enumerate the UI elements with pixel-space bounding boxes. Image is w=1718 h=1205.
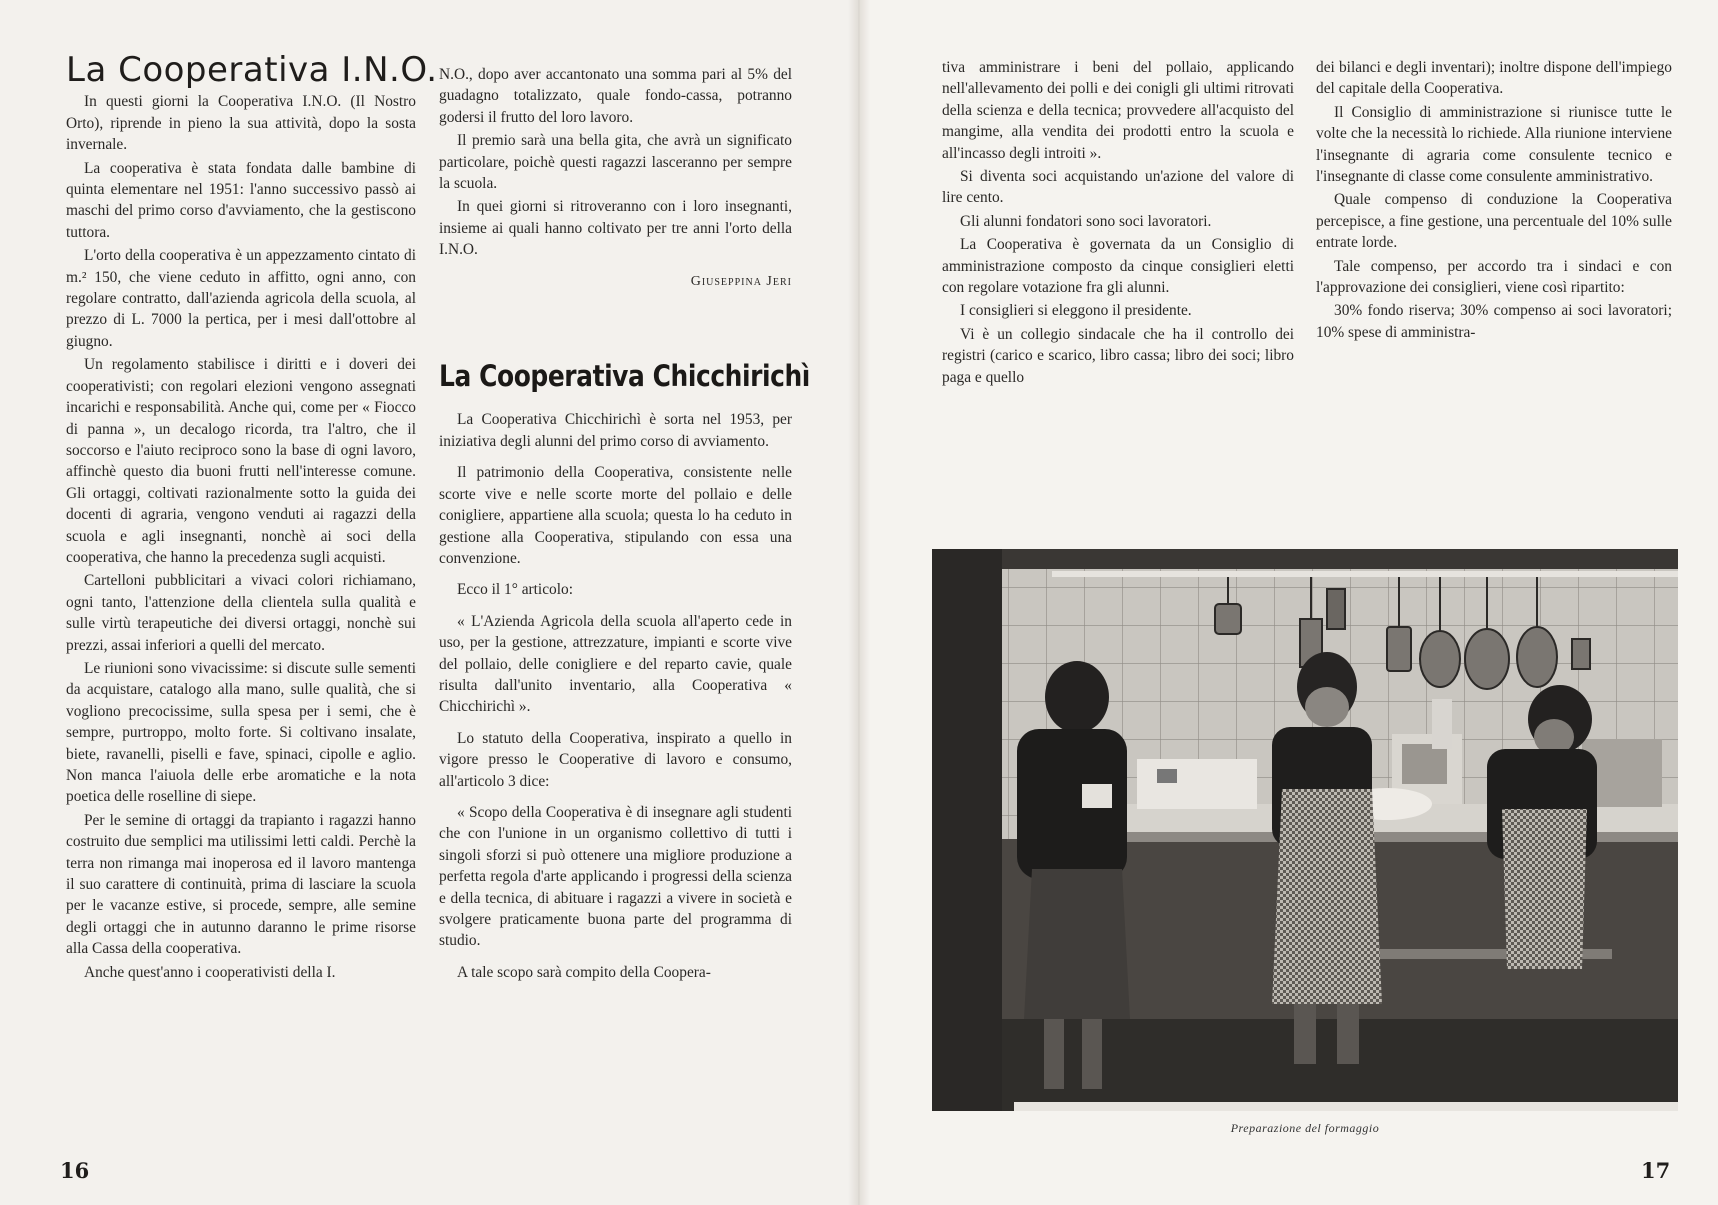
paragraph: Anche quest'anno i cooperativisti della I.: [84, 963, 336, 981]
paragraph: A tale scopo sarà compito della Coopera-: [457, 963, 711, 981]
paragraph: Un regolamento stabilisce i diritti e i doveri dei cooperativisti; con regolari elezioni vengono assegnati incarichi e responsabilità. Anche qui, come per « Fiocco di panna », un decalogo ricorda, tra l'altro, che il soccorso e l'aiuto reciproco sono la base di ogni lavoro, affinchè questo dia buoni frutti nell'interesse comune. Gli ortaggi, coltivati razionalmente sotto la guida dei docenti di agraria, vengono venduti ai ragazzi della scuola e agli insegnanti, nonchè ai soci della cooperativa, che hanno la precedenza sugli acquisti.: [66, 356, 416, 566]
paragraph: « Scopo della Cooperativa è di insegnare agli studenti che con l'unione in un organismo collettivo di tutti i singoli sforzi si può ottenere una migliore produzione a perfetta regola d'arte applicando i progressi della scienza e della tecnica, di abituare i ragazzi a vivere in società e svolgere praticamente buona parte del programma di studio.: [439, 803, 792, 950]
paragraph: Il Consiglio di amministrazione si riunisce tutte le volte che la necessità lo richiede. Alla riunione interviene l'insegnante di agraria come consulente tecnico e l'insegnante di classe come consulente amministrativo.: [1316, 103, 1672, 186]
paragraph: L'orto della cooperativa è un appezzamento cintato di m.² 150, che viene ceduto in affitto, ogni anno, con regolare contratto, dall'azienda agricola della scuola, al prezzo di L. 7000 la pertica, per i mesi dall'ottobre al giugno.: [66, 247, 416, 350]
article-continuation-column: [439, 64, 810, 983]
paragraph: La Cooperativa è governata da un Consiglio di amministrazione composto da cinque consiglieri eletti con regolare votazione fra gli alunni.: [942, 236, 1294, 297]
paragraph: Ecco il 1° articolo:: [457, 581, 573, 599]
paragraph: Lo statuto della Cooperativa, inspirato a quello in vigore presso le Cooperative di lavoro e consumo, all'articolo 3 dice:: [439, 729, 792, 790]
paragraph: Tale compenso, per accordo tra i sindaci e con l'approvazione dei consiglieri, viene così ripartito:: [1316, 257, 1672, 297]
paragraph: Le riunioni sono vivacissime: si discute sulle sementi da acquistare, catalogo alla mano, sulle qualità, che si vogliono precocissime, sulla spesa per i semi, che è sempre, purtroppo, molto forte. Si coltivano insalate, biete, ravanelli, piselli e fave, spinaci, cipolle e aglio. Non manca l'aiuola delle erbe aromatiche e la nota poetica delle roselline di siepe.: [66, 659, 416, 806]
photo-caption: Preparazione del formaggio: [1230, 1121, 1380, 1135]
article-title-chicchirichi: La Cooperativa Chicchirichì: [439, 359, 810, 394]
paragraph: N.O., dopo aver accantonato una somma pari al 5% del guadagno totalizzato, quale fondo-cassa, potranno godersi il frutto del loro lavoro.: [439, 66, 792, 126]
paragraph: 30% fondo riserva; 30% compenso ai soci lavoratori; 10% spese di amministra-: [1316, 302, 1672, 341]
paragraph: La cooperativa è stata fondata dalle bambine di quinta elementare nel 1951: l'anno successivo passò ai maschi del primo corso d'avviamento, che la gestiscono tuttora.: [66, 159, 416, 241]
kitchen-photo: [932, 549, 1678, 1111]
paragraph: In quei giorni si ritroveranno con i loro insegnanti, insieme ai quali hanno coltivato per tre anni l'orto della I.N.O.: [439, 198, 792, 259]
paragraph: Quale compenso di conduzione la Cooperativa percepisce, a fine gestione, una percentuale del 10% sulle entrate lorde.: [1316, 191, 1672, 252]
paragraph: Il patrimonio della Cooperativa, consistente nelle scorte vive e nelle scorte morte del pollaio e delle conigliere, appartiene alla scuola; questa lo ha ceduto in gestione alla Cooperativa, stipulando con essa una convenzione.: [439, 464, 792, 567]
paragraph: Gli alunni fondatori sono soci lavoratori.: [960, 212, 1212, 230]
article-ino-column: [66, 50, 438, 983]
paragraph: Vi è un collegio sindacale che ha il controllo dei registri (carico e scarico, libro cassa; libro dei soci; libro paga e quello: [942, 325, 1294, 386]
page-gutter: [848, 0, 870, 1205]
paragraph: « L'Azienda Agricola della scuola all'aperto cede in uso, per la gestione, attrezzature, impianti e scorte vive del pollaio, delle conigliere e del reparto cavie, quale risulta dall'unito inventario, alla Cooperativa « Chicchirichì ».: [439, 612, 792, 716]
page-number-right: 17: [1641, 1158, 1671, 1183]
paragraph: Il premio sarà una bella gita, che avrà un significato particolare, poichè questi ragazzi lasceranno per sempre la scuola.: [439, 132, 792, 193]
right-text-column-2: [1316, 57, 1672, 343]
paragraph: dei bilanci e degli inventari); inoltre dispone dell'impiego del capitale della Cooperativa.: [1316, 59, 1672, 98]
paragraph: Per le semine di ortaggi da trapianto i ragazzi hanno costruito due semplici ma utilissimi letti caldi. Perchè la terra non rimanga mai inoperosa ed il lavoro mantenga il suo carattere di continuità, prima di lasciare la scuola per le vacanze estive, si procede, sempre, alle semine degli ortaggi che in autunno daranno le prime risorse alla Cassa della cooperativa.: [66, 811, 416, 958]
paragraph: Cartelloni pubblicitari a vivaci colori richiamano, ogni tanto, l'attenzione della clientela sulla qualità e sulle virtù terapeutiche dei diversi ortaggi, nonchè sui prezzi, assai inferiori a quelli del mercato.: [66, 572, 416, 654]
paragraph: In questi giorni la Cooperativa I.N.O. (Il Nostro Orto), riprende in pieno la sua attività, dopo la sosta invernale.: [66, 93, 416, 154]
author-signature: Giuseppina Jeri: [690, 273, 792, 289]
paragraph: I consiglieri si eleggono il presidente.: [960, 302, 1192, 320]
paragraph: Si diventa soci acquistando un'azione del valore di lire cento.: [942, 168, 1294, 207]
article-title-ino: La Cooperativa I.N.O.: [66, 50, 438, 90]
page-number-left: 16: [60, 1158, 90, 1183]
right-text-column-1: [942, 57, 1294, 388]
kitchen-photo-illustration: [932, 549, 1678, 1111]
paragraph: La Cooperativa Chicchirichì è sorta nel 1953, per iniziativa degli alunni del primo corso di avviamento.: [439, 411, 792, 450]
paragraph: tiva amministrare i beni del pollaio, applicando nell'allevamento dei polli e dei conigli gli ultimi ritrovati della scienza e della tecnica; provvedere all'acquisto del mangime, alla vendita dei prodotti entro la scuola e all'incasso degli introiti ».: [942, 59, 1294, 162]
